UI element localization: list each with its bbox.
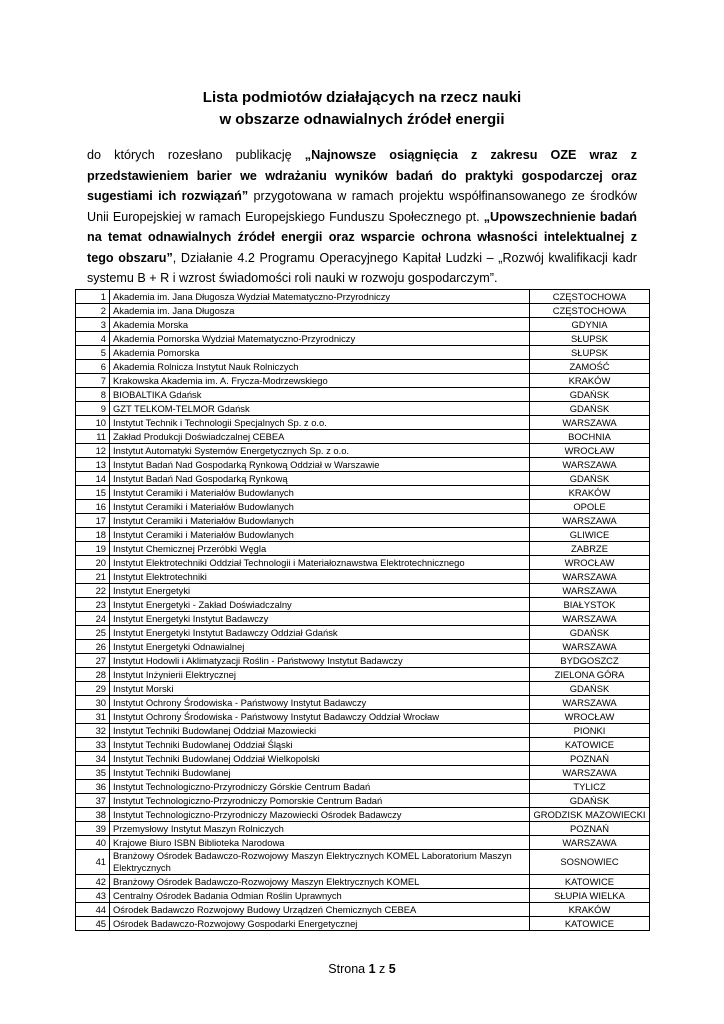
table-row xyxy=(76,654,650,668)
institution-city: CZĘSTOCHOWA xyxy=(530,290,650,304)
row-number: 12 xyxy=(76,444,110,458)
institution-city: WARSZAWA xyxy=(530,458,650,472)
table-row xyxy=(76,917,650,931)
institution-city: BOCHNIA xyxy=(530,430,650,444)
row-number: 5 xyxy=(76,346,110,360)
institutions-table-body xyxy=(76,290,650,931)
table-row xyxy=(76,556,650,570)
institution-name: Centralny Ośrodek Badania Odmian Roślin Uprawnych xyxy=(110,889,530,903)
table-row xyxy=(76,640,650,654)
row-number: 18 xyxy=(76,528,110,542)
institution-city: GDYNIA xyxy=(530,318,650,332)
institution-name: Branżowy Ośrodek Badawczo-Rozwojowy Maszyn Elektrycznych KOMEL xyxy=(110,875,530,889)
institution-name: Zakład Produkcji Doświadczalnej CEBEA xyxy=(110,430,530,444)
institution-city: WARSZAWA xyxy=(530,612,650,626)
institution-name: Instytut Ceramiki i Materiałów Budowlanych xyxy=(110,528,530,542)
institution-name: Instytut Ochrony Środowiska - Państwowy Instytut Badawczy Oddział Wrocław xyxy=(110,710,530,724)
intro-text-2: przygotowana w ramach projektu współfinansowanego ze środków Unii Europejskiej w ramach Europejskiego Funduszu Społecznego pt. xyxy=(87,189,637,224)
institution-city: SŁUPSK xyxy=(530,332,650,346)
table-row xyxy=(76,542,650,556)
intro-text-1: do których rozesłano publikację xyxy=(87,148,305,162)
table-row xyxy=(76,388,650,402)
row-number: 43 xyxy=(76,889,110,903)
institution-name: Instytut Energetyki Odnawialnej xyxy=(110,640,530,654)
table-row xyxy=(76,794,650,808)
row-number: 16 xyxy=(76,500,110,514)
row-number: 19 xyxy=(76,542,110,556)
institution-city: KATOWICE xyxy=(530,738,650,752)
row-number: 2 xyxy=(76,304,110,318)
table-row xyxy=(76,528,650,542)
institution-name: Krakowska Akademia im. A. Frycza-Modrzewskiego xyxy=(110,374,530,388)
table-row xyxy=(76,500,650,514)
institution-city: GDAŃSK xyxy=(530,626,650,640)
institution-name: Instytut Energetyki - Zakład Doświadczalny xyxy=(110,598,530,612)
institution-city: CZĘSTOCHOWA xyxy=(530,304,650,318)
institution-city: POZNAŃ xyxy=(530,822,650,836)
institution-city: KRAKÓW xyxy=(530,903,650,917)
institution-city: PIONKI xyxy=(530,724,650,738)
row-number: 10 xyxy=(76,416,110,430)
table-row xyxy=(76,486,650,500)
institution-city: WARSZAWA xyxy=(530,416,650,430)
row-number: 45 xyxy=(76,917,110,931)
table-row xyxy=(76,822,650,836)
row-number: 32 xyxy=(76,724,110,738)
table-row xyxy=(76,780,650,794)
table-row xyxy=(76,836,650,850)
intro-bold-publication-title: „Najnowsze osiągnięcia z zakresu OZE wraz z przedstawieniem barier we wdrażaniu wyników badań do praktyki gospodarczej oraz sugestiami ich rozwiązań” xyxy=(87,148,637,203)
institution-city: BYDGOSZCZ xyxy=(530,654,650,668)
row-number: 37 xyxy=(76,794,110,808)
page-title-line-1: Lista podmiotów działających na rzecz nauki xyxy=(202,89,522,106)
institution-city: WARSZAWA xyxy=(530,584,650,598)
institution-city: WARSZAWA xyxy=(530,514,650,528)
institution-name: Instytut Elektrotechniki Oddział Technologii i Materiałoznawstwa Elektrotechnicznego xyxy=(110,556,530,570)
institution-name: Instytut Ceramiki i Materiałów Budowlanych xyxy=(110,500,530,514)
institution-name: Instytut Technologiczno-Przyrodniczy Mazowiecki Ośrodek Badawczy xyxy=(110,808,530,822)
institution-name: Przemysłowy Instytut Maszyn Rolniczych xyxy=(110,822,530,836)
institution-name: Instytut Ceramiki i Materiałów Budowlanych xyxy=(110,486,530,500)
institution-city: KRAKÓW xyxy=(530,374,650,388)
row-number: 24 xyxy=(76,612,110,626)
institution-name: Ośrodek Badawczo-Rozwojowy Gospodarki Energetycznej xyxy=(110,917,530,931)
institution-city: KATOWICE xyxy=(530,875,650,889)
row-number: 20 xyxy=(76,556,110,570)
row-number: 35 xyxy=(76,766,110,780)
institution-name: Instytut Chemicznej Przeróbki Węgla xyxy=(110,542,530,556)
institution-city: SŁUPIA WIELKA xyxy=(530,889,650,903)
institution-name: Instytut Inżynierii Elektrycznej xyxy=(110,668,530,682)
institution-name: Instytut Energetyki xyxy=(110,584,530,598)
footer-prefix: Strona xyxy=(328,962,369,976)
row-number: 13 xyxy=(76,458,110,472)
row-number: 30 xyxy=(76,696,110,710)
institution-city: ZABRZE xyxy=(530,542,650,556)
institution-name: Akademia Rolnicza Instytut Nauk Rolniczych xyxy=(110,360,530,374)
table-row xyxy=(76,738,650,752)
intro-bold-project-title: „Upowszechnienie badań na temat odnawialnych źródeł energii oraz wsparcie ochrona własności intelektualnej z tego obszaru” xyxy=(87,209,637,265)
row-number: 33 xyxy=(76,738,110,752)
institution-name: Instytut Technik i Technologii Specjalnych Sp. z o.o. xyxy=(110,416,530,430)
institution-city: GDAŃSK xyxy=(530,402,650,416)
row-number: 26 xyxy=(76,640,110,654)
institution-city: OPOLE xyxy=(530,500,650,514)
institution-name: Instytut Techniki Budowlanej Oddział Wielkopolski xyxy=(110,752,530,766)
row-number: 6 xyxy=(76,360,110,374)
table-row xyxy=(76,584,650,598)
institution-name: BIOBALTIKA Gdańsk xyxy=(110,388,530,402)
table-row xyxy=(76,402,650,416)
institution-city: BIAŁYSTOK xyxy=(530,598,650,612)
institution-name: Akademia im. Jana Długosza Wydział Matematyczno-Przyrodniczy xyxy=(110,290,530,304)
table-row xyxy=(76,318,650,332)
institution-city: WARSZAWA xyxy=(530,640,650,654)
institution-name: Instytut Techniki Budowlanej xyxy=(110,766,530,780)
institution-name: Instytut Energetyki Instytut Badawczy Oddział Gdańsk xyxy=(110,626,530,640)
institutions-table xyxy=(75,289,650,931)
table-row xyxy=(76,875,650,889)
institution-city: WROCŁAW xyxy=(530,556,650,570)
row-number: 1 xyxy=(76,290,110,304)
institution-name: Instytut Automatyki Systemów Energetycznych Sp. z o.o. xyxy=(110,444,530,458)
institution-city: ZIELONA GÓRA xyxy=(530,668,650,682)
institution-city: POZNAŃ xyxy=(530,752,650,766)
table-row xyxy=(76,332,650,346)
institution-name: Akademia Pomorska Wydział Matematyczno-Przyrodniczy xyxy=(110,332,530,346)
institution-city: TYLICZ xyxy=(530,780,650,794)
table-row xyxy=(76,472,650,486)
institution-name: GZT TELKOM-TELMOR Gdańsk xyxy=(110,402,530,416)
institution-name: Akademia im. Jana Długosza xyxy=(110,304,530,318)
row-number: 3 xyxy=(76,318,110,332)
institution-city: WARSZAWA xyxy=(530,570,650,584)
row-number: 29 xyxy=(76,682,110,696)
institution-city: SŁUPSK xyxy=(530,346,650,360)
row-number: 39 xyxy=(76,822,110,836)
row-number: 41 xyxy=(76,850,110,875)
table-row xyxy=(76,416,650,430)
institution-city: KATOWICE xyxy=(530,917,650,931)
table-row xyxy=(76,612,650,626)
table-row xyxy=(76,444,650,458)
table-row xyxy=(76,850,650,875)
row-number: 27 xyxy=(76,654,110,668)
row-number: 14 xyxy=(76,472,110,486)
institution-city: KRAKÓW xyxy=(530,486,650,500)
institution-city: WARSZAWA xyxy=(530,696,650,710)
institution-name: Akademia Morska xyxy=(110,318,530,332)
table-row xyxy=(76,514,650,528)
footer-page-number: 1 xyxy=(368,962,376,976)
table-row xyxy=(76,724,650,738)
table-row xyxy=(76,374,650,388)
institution-city: GDAŃSK xyxy=(530,682,650,696)
institution-name: Instytut Ceramiki i Materiałów Budowlanych xyxy=(110,514,530,528)
row-number: 21 xyxy=(76,570,110,584)
institution-name: Instytut Technologiczno-Przyrodniczy Górskie Centrum Badań xyxy=(110,780,530,794)
table-row xyxy=(76,752,650,766)
institution-city: SOSNOWIEC xyxy=(530,850,650,875)
institution-city: ZAMOŚĆ xyxy=(530,360,650,374)
table-row xyxy=(76,360,650,374)
institution-name: Instytut Hodowli i Aklimatyzacji Roślin - Państwowy Instytut Badawczy xyxy=(110,654,530,668)
institution-name: Instytut Energetyki Instytut Badawczy xyxy=(110,612,530,626)
row-number: 7 xyxy=(76,374,110,388)
page-title-line-2: w obszarze odnawialnych źródeł energii xyxy=(219,111,505,128)
institution-name: Instytut Ochrony Środowiska - Państwowy Instytut Badawczy xyxy=(110,696,530,710)
row-number: 9 xyxy=(76,402,110,416)
table-row xyxy=(76,570,650,584)
institution-city: WROCŁAW xyxy=(530,444,650,458)
row-number: 42 xyxy=(76,875,110,889)
table-row xyxy=(76,766,650,780)
institution-name: Akademia Pomorska xyxy=(110,346,530,360)
row-number: 11 xyxy=(76,430,110,444)
table-row xyxy=(76,710,650,724)
institution-name: Instytut Techniki Budowlanej Oddział Śląski xyxy=(110,738,530,752)
row-number: 17 xyxy=(76,514,110,528)
table-row xyxy=(76,304,650,318)
table-row xyxy=(76,598,650,612)
institution-name: Ośrodek Badawczo Rozwojowy Budowy Urządzeń Chemicznych CEBEA xyxy=(110,903,530,917)
row-number: 22 xyxy=(76,584,110,598)
row-number: 15 xyxy=(76,486,110,500)
table-row xyxy=(76,458,650,472)
institution-city: GLIWICE xyxy=(530,528,650,542)
institution-name: Krajowe Biuro ISBN Biblioteka Narodowa xyxy=(110,836,530,850)
institution-city: WARSZAWA xyxy=(530,836,650,850)
table-row xyxy=(76,668,650,682)
table-row xyxy=(76,903,650,917)
row-number: 8 xyxy=(76,388,110,402)
institution-name: Instytut Badań Nad Gospodarką Rynkową xyxy=(110,472,530,486)
institution-name: Instytut Techniki Budowlanej Oddział Mazowiecki xyxy=(110,724,530,738)
table-row xyxy=(76,682,650,696)
row-number: 25 xyxy=(76,626,110,640)
table-row xyxy=(76,346,650,360)
row-number: 4 xyxy=(76,332,110,346)
table-row xyxy=(76,290,650,304)
table-row xyxy=(76,889,650,903)
row-number: 38 xyxy=(76,808,110,822)
table-row xyxy=(76,696,650,710)
institution-name: Instytut Elektrotechniki xyxy=(110,570,530,584)
institution-city: GDAŃSK xyxy=(530,472,650,486)
institution-city: GDAŃSK xyxy=(530,794,650,808)
row-number: 40 xyxy=(76,836,110,850)
institution-city: WROCŁAW xyxy=(530,710,650,724)
row-number: 31 xyxy=(76,710,110,724)
intro-paragraph xyxy=(87,145,637,289)
institution-name: Branżowy Ośrodek Badawczo-Rozwojowy Maszyn Elektrycznych KOMEL Laboratorium Maszyn Elektrycznych xyxy=(110,850,530,875)
row-number: 44 xyxy=(76,903,110,917)
institution-city: GDAŃSK xyxy=(530,388,650,402)
row-number: 23 xyxy=(76,598,110,612)
table-row xyxy=(76,626,650,640)
institution-name: Instytut Morski xyxy=(110,682,530,696)
table-row xyxy=(76,808,650,822)
page-footer xyxy=(0,962,724,976)
row-number: 34 xyxy=(76,752,110,766)
institution-city: GRODZISK MAZOWIECKI xyxy=(530,808,650,822)
institution-name: Instytut Badań Nad Gospodarką Rynkową Oddział w Warszawie xyxy=(110,458,530,472)
footer-middle: z xyxy=(375,962,389,976)
row-number: 28 xyxy=(76,668,110,682)
table-row xyxy=(76,430,650,444)
row-number: 36 xyxy=(76,780,110,794)
institution-name: Instytut Technologiczno-Przyrodniczy Pomorskie Centrum Badań xyxy=(110,794,530,808)
footer-page-total: 5 xyxy=(388,962,396,976)
institution-city: WARSZAWA xyxy=(530,766,650,780)
intro-text-3: , Działanie 4.2 Programu Operacyjnego Kapitał Ludzki – „Rozwój kwalifikacji kadr systemu B + R i wzrost świadomości roli nauki w rozwoju gospodarczym”. xyxy=(87,250,637,285)
